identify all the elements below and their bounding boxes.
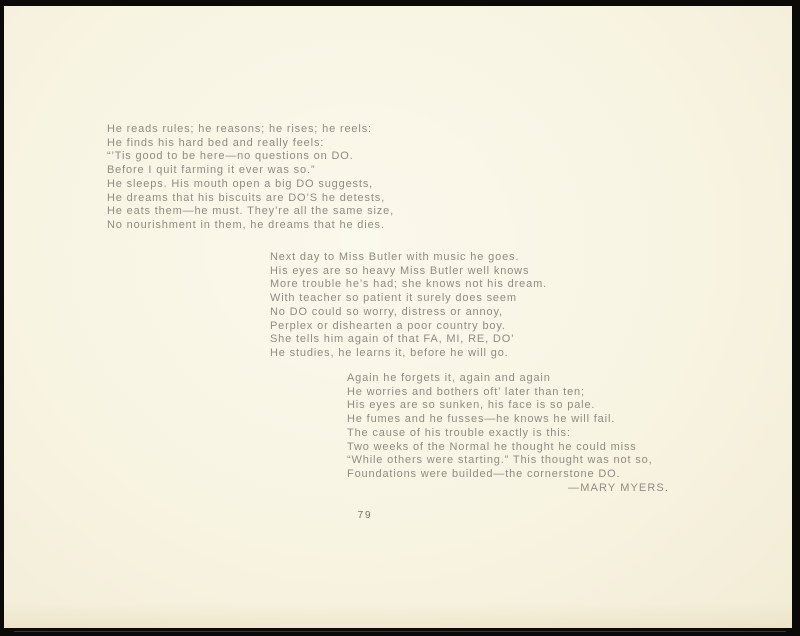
poem-line: He reads rules; he reasons; he rises; he reels: (107, 123, 372, 135)
page-edge-line (14, 631, 786, 632)
poem-line: More trouble he’s had; she knows not his dream. (270, 278, 547, 291)
poem-line: He sleeps. His mouth open a big DO suggests, (107, 177, 374, 190)
poem-stanza-3 (347, 372, 669, 495)
poem-line: He studies, he learns it, before he will go. (270, 346, 509, 359)
poem-stanza-1 (107, 123, 394, 233)
poem-line: He worries and bothers oft’ later than ten; (347, 385, 585, 398)
poem-line: Next day to Miss Butler with music he goes. (270, 251, 520, 263)
poem-line: The cause of his trouble exactly is this: (347, 426, 571, 439)
poem-line: He finds his hard bed and really feels: (107, 136, 325, 149)
poem-line: Two weeks of the Normal he thought he could miss (347, 440, 637, 453)
poem-line: “While others were starting.” This thought was not so, (347, 454, 653, 467)
poem-line: Again he forgets it, again and again (347, 372, 551, 384)
poem-stanza-2 (270, 251, 547, 361)
poem-line: He fumes and he fusses—he knows he will fail. (347, 413, 616, 426)
poem-line: No nourishment in them, he dreams that he dies. (107, 218, 385, 231)
poem-line: No DO could so worry, distress or annoy, (270, 305, 503, 318)
poem-line: Perplex or dishearten a poor country boy. (270, 319, 506, 332)
page-number: 79 (357, 510, 373, 521)
poem-line: Foundations were builded—the cornerstone DO. (347, 467, 621, 480)
poem-line: He dreams that his biscuits are DO’S he detests, (107, 191, 386, 204)
poem-line: “’Tis good to be here—no questions on DO. (107, 150, 354, 163)
poem-line: He eats them—he must. They’re all the same size, (107, 205, 394, 218)
book-page (4, 6, 792, 628)
poem-line: Before I quit farming it ever was so.” (107, 164, 316, 177)
poem-line: His eyes are so heavy Miss Butler well knows (270, 264, 530, 277)
poem-line: She tells him again of that FA, MI, RE, DO’ (270, 333, 515, 346)
poem-line: With teacher so patient it surely does seem (270, 292, 517, 305)
poem-line: His eyes are so sunken, his face is so pale. (347, 399, 596, 412)
poem-attribution: —MARY MYERS. (568, 481, 669, 494)
